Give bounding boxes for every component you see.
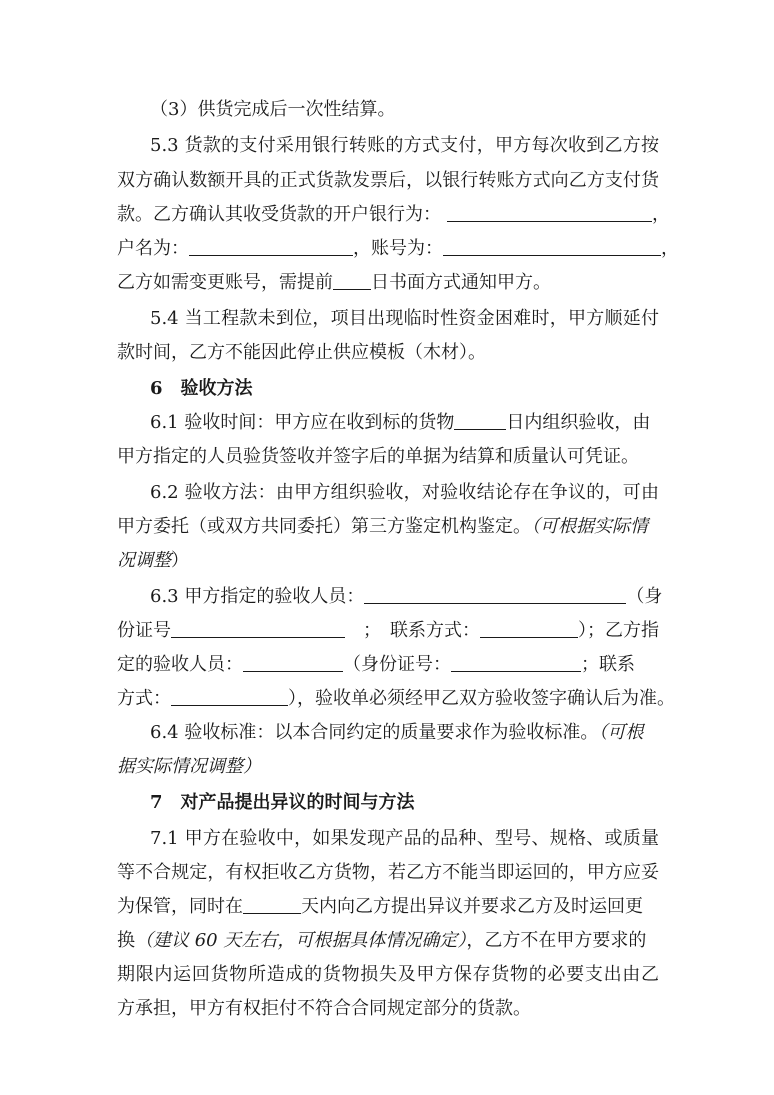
- clause-6-3-line-1: 6.3 甲方指定的验收人员： （身: [150, 586, 663, 607]
- clause-7-1-line-6: 方承担，甲方有权拒付不符合合同规定部分的货款。: [117, 998, 531, 1019]
- section-6-heading: 6 验收方法: [150, 378, 253, 399]
- seller-inspector-contact-blank[interactable]: [171, 687, 288, 706]
- clause-6-1-line-2: 甲方指定的人员验货签收并签字后的单据为结算和质量认可凭证。: [117, 446, 639, 467]
- objection-days-blank[interactable]: [243, 895, 301, 914]
- buyer-inspector-id-blank[interactable]: [171, 619, 345, 638]
- clause-7-1-line-5: 期限内运回货物所造成的货物损失及甲方保存货物的必要支出由乙: [117, 964, 659, 985]
- buyer-inspector-blank[interactable]: [364, 585, 626, 604]
- clause-5-3-line-3: 款。乙方确认其收受货款的开户银行为： ，: [117, 204, 670, 225]
- account-number-blank[interactable]: [443, 237, 661, 256]
- clause-6-2-line-2: 甲方委托（或双方共同委托）第三方鉴定机构鉴定。（可根据实际情: [117, 516, 648, 537]
- clause-7-1-line-2: 等不合规定，有权拒收乙方货物，若乙方不能当即运回的，甲方应妥: [117, 862, 659, 883]
- seller-inspector-id-blank[interactable]: [451, 653, 581, 672]
- clause-5-3-line-4: 户名为： ，账号为： ，: [117, 238, 679, 259]
- notice-days-blank[interactable]: [333, 271, 371, 290]
- clause-7-1-line-4: 换（建议 60 天左右，可根据具体情况确定），乙方不在甲方要求的: [117, 930, 647, 951]
- account-holder-blank[interactable]: [189, 237, 353, 256]
- clause-6-3-line-4: 方式： ），验收单必须经甲乙双方验收签字确认后为准。: [117, 688, 675, 709]
- inspection-days-blank[interactable]: [454, 411, 506, 430]
- clause-5-3-line-2: 双方确认数额开具的正式货款发票后，以银行转账方式向乙方支付货: [117, 170, 659, 191]
- clause-6-2-line-3: 况调整）: [117, 550, 189, 571]
- clause-6-4-line-1: 6.4 验收标准：以本合同约定的质量要求作为验收标准。（可根: [150, 722, 644, 743]
- clause-6-3-line-2: 份证号 ； 联系方式： ）；乙方指: [117, 620, 659, 641]
- clause-7-1-line-1: 7.1 甲方在验收中，如果发现产品的品种、型号、规格、或质量: [150, 828, 659, 849]
- bank-name-blank[interactable]: [447, 203, 652, 222]
- section-7-heading: 7 对产品提出异议的时间与方法: [150, 792, 415, 813]
- clause-7-1-line-3: 为保管，同时在 天内向乙方提出异议并要求乙方及时运回更: [117, 896, 643, 917]
- clause-6-1-line-1: 6.1 验收时间：甲方应在收到标的货物 日内组织验收，由: [150, 412, 651, 433]
- clause-6-3-line-3: 定的验收人员： （身份证号： ；联系: [117, 654, 635, 675]
- clause-5-3-line-5: 乙方如需变更账号，需提前 日书面方式通知甲方。: [117, 272, 551, 293]
- clause-5-2-item-3: （3）供货完成后一次性结算。: [150, 99, 396, 120]
- clause-5-4-line-2: 款时间，乙方不能因此停止供应模板（木材）。: [117, 342, 486, 363]
- seller-inspector-blank[interactable]: [243, 653, 343, 672]
- buyer-inspector-contact-blank[interactable]: [480, 619, 578, 638]
- clause-6-2-line-1: 6.2 验收方法：由甲方组织验收，对验收结论存在争议的，可由: [150, 482, 659, 503]
- clause-5-3-line-1: 5.3 货款的支付采用银行转账的方式支付，甲方每次收到乙方按: [150, 135, 659, 156]
- clause-6-4-line-2: 据实际情况调整）: [117, 756, 261, 777]
- clause-5-4-line-1: 5.4 当工程款未到位，项目出现临时性资金困难时，甲方顺延付: [150, 308, 659, 329]
